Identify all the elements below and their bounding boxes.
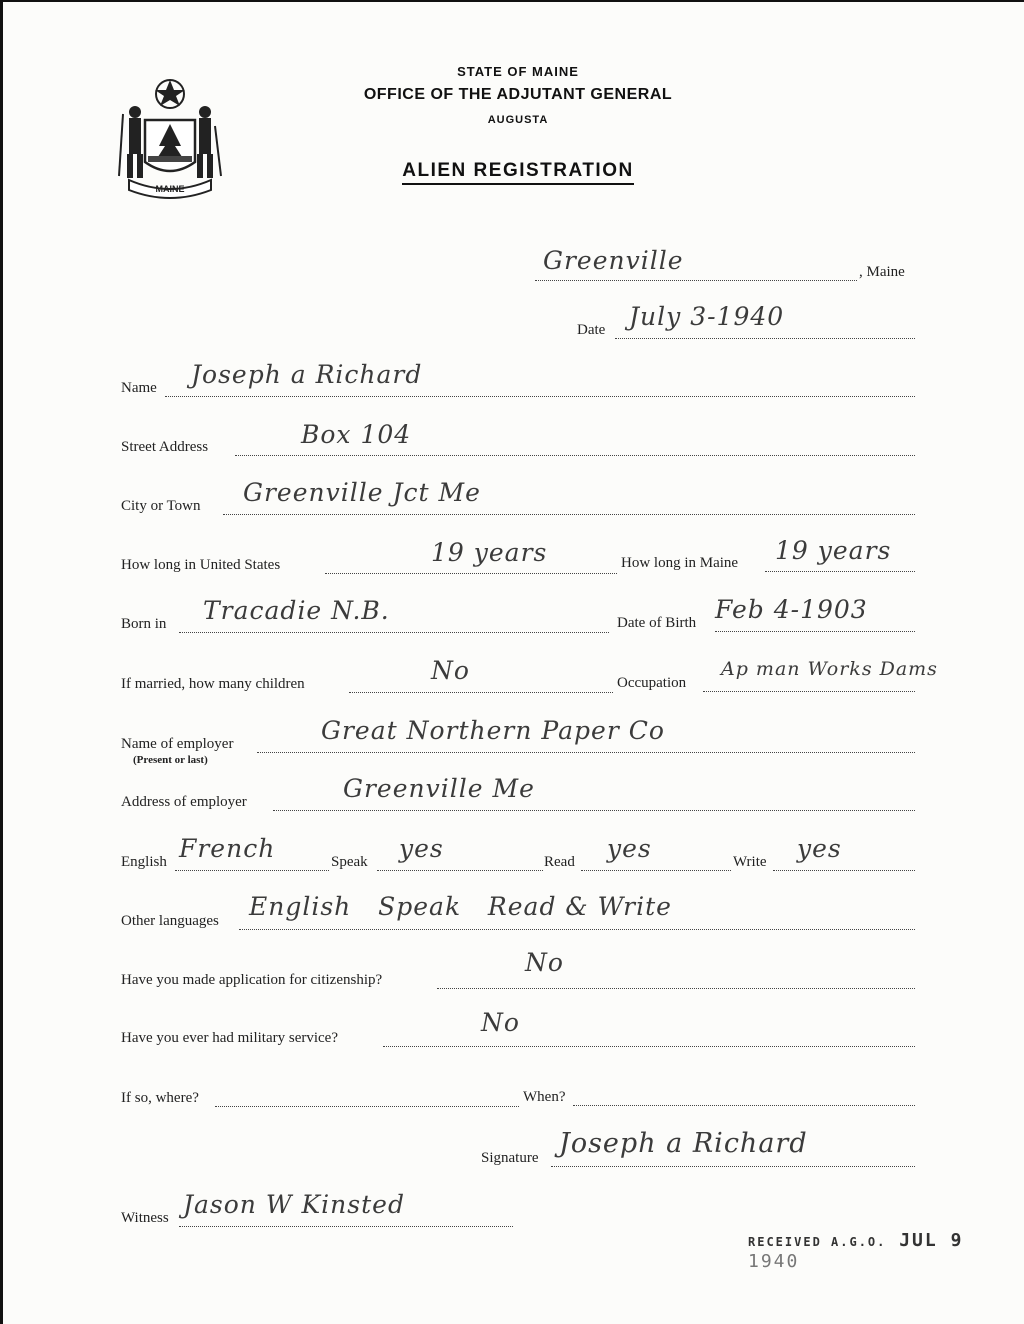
seal-text: MAINE xyxy=(155,184,185,194)
write-line xyxy=(773,870,915,871)
name-label: Name xyxy=(121,380,157,396)
when-label: When? xyxy=(523,1089,566,1105)
form-title-text: ALIEN REGISTRATION xyxy=(402,160,633,185)
form-title xyxy=(303,160,733,182)
when-line xyxy=(573,1105,915,1106)
town-line xyxy=(535,280,857,281)
date-line xyxy=(615,338,915,339)
stamp-year: 1940 xyxy=(748,1251,800,1272)
write-label: Write xyxy=(733,854,767,870)
military-entry: No xyxy=(481,1008,520,1037)
city-entry: Greenville Jct Me xyxy=(243,478,481,507)
occupation-label: Occupation xyxy=(617,675,687,691)
how-long-us-line xyxy=(325,573,617,574)
how-long-us-label: How long in United States xyxy=(121,557,281,573)
witness-entry: Jason W Kinsted xyxy=(183,1190,405,1219)
other-languages-line xyxy=(239,929,915,930)
read-label: Read xyxy=(544,854,575,870)
military-label: Have you ever had military service? xyxy=(121,1030,338,1046)
english-label: English xyxy=(121,854,167,870)
date-entry: July 3-1940 xyxy=(629,302,785,331)
employer-note: (Present or last) xyxy=(133,754,208,766)
other-languages-entry: English Speak Read & Write xyxy=(249,892,672,921)
header-city: AUGUSTA xyxy=(487,114,549,126)
read-entry: yes xyxy=(607,834,652,863)
speak-label: Speak xyxy=(331,854,368,870)
city-line xyxy=(223,514,915,515)
employer-address-line xyxy=(273,810,915,811)
name-line xyxy=(165,396,915,397)
english-entry: French xyxy=(179,834,276,863)
witness-label: Witness xyxy=(121,1210,169,1226)
read-line xyxy=(581,870,731,871)
married-entry: No xyxy=(431,656,470,685)
citizenship-label: Have you made application for citizenship? xyxy=(121,972,383,988)
english-line xyxy=(175,870,329,871)
header-state: STATE OF MAINE xyxy=(457,64,579,79)
how-long-maine-entry: 19 years xyxy=(775,536,892,565)
military-line xyxy=(383,1046,915,1047)
write-entry: yes xyxy=(797,834,842,863)
born-in-entry: Tracadie N.B. xyxy=(203,596,390,625)
header-office: OFFICE OF THE ADJUTANT GENERAL xyxy=(363,86,673,103)
city-label: City or Town xyxy=(121,498,201,514)
state-of-maine-seal-icon xyxy=(115,76,225,200)
received-stamp xyxy=(748,1230,1024,1272)
stamp-received: RECEIVED A.G.O. xyxy=(748,1235,887,1249)
employer-name-entry: Great Northern Paper Co xyxy=(321,716,665,745)
date-of-birth-line xyxy=(715,631,915,632)
citizenship-entry: No xyxy=(525,948,564,977)
how-long-maine-label: How long in Maine xyxy=(621,555,739,571)
how-long-us-entry: 19 years xyxy=(431,538,548,567)
citizenship-line xyxy=(437,988,915,989)
street-address-entry: Box 104 xyxy=(301,420,412,449)
how-long-maine-line xyxy=(765,571,915,572)
born-in-label: Born in xyxy=(121,616,167,632)
date-label: Date xyxy=(577,322,606,338)
date-of-birth-label: Date of Birth xyxy=(617,615,697,631)
signature-entry: Joseph a Richard xyxy=(559,1128,808,1159)
witness-line xyxy=(179,1226,513,1227)
occupation-line xyxy=(703,691,915,692)
speak-line xyxy=(377,870,543,871)
speak-entry: yes xyxy=(399,834,444,863)
maine-label: , Maine xyxy=(859,264,905,280)
name-entry: Joseph a Richard xyxy=(191,360,423,389)
signature-line xyxy=(551,1166,915,1167)
street-address-label: Street Address xyxy=(121,439,209,455)
date-of-birth-entry: Feb 4-1903 xyxy=(715,595,868,624)
street-address-line xyxy=(235,455,915,456)
employer-address-label: Address of employer xyxy=(121,794,247,810)
occupation-entry: Ap man Works Dams xyxy=(721,658,938,680)
employer-address-entry: Greenville Me xyxy=(343,774,535,803)
married-line xyxy=(349,692,613,693)
employer-name-label: Name of employer xyxy=(121,736,234,752)
signature-label: Signature xyxy=(481,1150,539,1166)
employer-name-line xyxy=(257,752,915,753)
born-in-line xyxy=(179,632,609,633)
other-languages-label: Other languages xyxy=(121,913,219,929)
town-entry: Greenville xyxy=(543,246,684,275)
stamp-date: JUL 9 xyxy=(899,1230,964,1251)
married-label: If married, how many children xyxy=(121,676,305,692)
if-so-where-line xyxy=(215,1106,519,1107)
if-so-where-label: If so, where? xyxy=(121,1090,199,1106)
